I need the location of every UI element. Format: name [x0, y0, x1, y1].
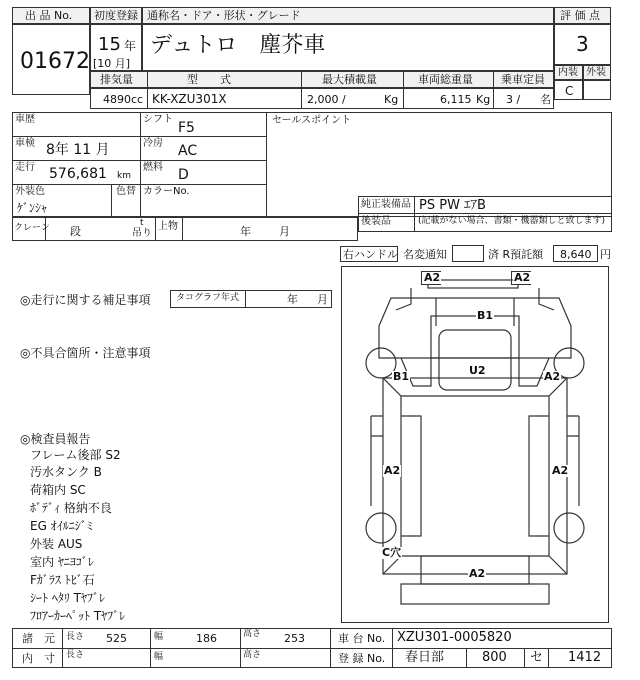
model-value: KK-XZU301X	[152, 92, 227, 106]
mileage-unit: km	[117, 171, 131, 181]
max-load-label: 最大積載量	[322, 73, 377, 86]
mileage-value: 576,681	[49, 166, 107, 182]
capacity-value: 3 /	[506, 93, 521, 106]
recycle-amount: 8,640	[560, 248, 592, 261]
tachograph-label: タコグラフ年式	[176, 293, 240, 303]
crane-ton: t	[140, 218, 144, 228]
crane-label: クレーン	[14, 223, 50, 233]
aircon-value: AC	[178, 143, 198, 159]
gross-weight-unit: Kg	[476, 93, 491, 106]
damage-label-b1-left: B1	[393, 370, 410, 383]
name-label: 通称名・ドア・形状・グレード	[147, 9, 301, 22]
inspector-line-9: ｼｰﾄ ﾍﾀﾘ Tﾔﾌﾞﾚ	[30, 591, 105, 605]
inspection-value: 8年 11 月	[46, 142, 110, 158]
yen-label: 円	[600, 248, 611, 261]
name-change-box	[452, 245, 484, 262]
lot-label: 出 品 No.	[25, 9, 73, 22]
color-change-label: 色替	[116, 186, 136, 197]
recycle-label: 済 R預託額	[488, 248, 544, 261]
sales-point-label: セールスポイント	[272, 115, 352, 126]
reg-area: 春日部	[405, 650, 445, 665]
model-label: 型 式	[187, 73, 231, 86]
tachograph-month: 月	[317, 293, 328, 306]
gross-weight-value: 6,115	[440, 93, 472, 106]
damage-label-a2-right-body: A2	[552, 464, 569, 477]
length-value: 525	[106, 632, 127, 645]
tachograph-year: 年	[287, 293, 298, 306]
inspection-label: 車検	[15, 138, 35, 149]
car-name: デュトロ 塵芥車	[150, 33, 326, 58]
chassis-label: 車 台 No.	[338, 632, 386, 645]
damage-label-a2-rear: A2	[469, 567, 486, 580]
steering-value: 右ハンドル	[343, 248, 398, 261]
lot-number: 01672	[20, 49, 90, 74]
reg-kana: セ	[530, 650, 544, 665]
inspector-line-1: フレーム後部 S2	[30, 448, 121, 462]
exterior-grade-cell	[583, 80, 611, 100]
color-value: ｹﾞﾝｼｬ	[17, 201, 48, 215]
reg-number: 1412	[568, 650, 602, 665]
damage-label-u2-cab: U2	[469, 364, 486, 377]
crane-hook: 吊り	[132, 228, 152, 239]
dims-label: 諸 元	[22, 632, 55, 645]
driving-notes-title: ◎走行に関する補足事項	[20, 293, 151, 307]
interior-label: 内装	[558, 67, 578, 78]
interior-grade: C	[565, 84, 574, 98]
exterior-label: 外装	[586, 67, 606, 78]
shift-label: シフト	[143, 114, 173, 125]
inner-height-label: 高さ	[243, 650, 262, 660]
inspector-title: ◎検査員報告	[20, 432, 91, 446]
damage-label-b1-windshield: B1	[477, 309, 494, 322]
history-label: 車歴	[15, 114, 35, 125]
name-change-label: 名変通知	[403, 248, 447, 261]
max-load-unit: Kg	[384, 93, 399, 106]
color-code-label: カラーNo.	[143, 186, 190, 197]
inspector-line-8: Fｶﾞﾗｽ ﾄﾋﾞ石	[30, 573, 95, 587]
reg-label: 登 録 No.	[338, 652, 386, 665]
capacity-unit: 名	[540, 93, 551, 106]
aftermarket-note: (記載がない場合、書類・機器類しと致します)	[418, 216, 606, 226]
equipment-label: 純正装備品	[361, 199, 411, 210]
crane-row	[12, 217, 358, 241]
first-reg-label: 初度登録	[94, 9, 138, 22]
shift-value: F5	[178, 120, 195, 136]
inspector-line-3: 荷箱内 SC	[30, 483, 86, 497]
equipment-value: PS PW ｴｱB	[419, 198, 486, 213]
gross-weight-label: 車両総重量	[418, 73, 473, 86]
damage-label-c-hole: C穴	[382, 546, 402, 559]
fuel-label: 燃料	[143, 162, 163, 173]
crane-tier: 段	[70, 225, 81, 238]
displacement-value: 4890	[103, 93, 131, 106]
displacement-unit: cc	[131, 93, 144, 106]
inspector-line-10: ﾌﾛｱｰｶｰﾍﾟｯﾄ Tﾔﾌﾞﾚ	[30, 609, 126, 623]
reg-class: 800	[482, 650, 507, 665]
height-value: 253	[284, 632, 305, 645]
upper-month: 月	[279, 225, 290, 238]
grade-score: 3	[576, 32, 589, 56]
first-reg-month: [10 月]	[93, 57, 131, 70]
fuel-value: D	[178, 167, 189, 183]
displacement-label: 排気量	[100, 73, 133, 86]
width-label: 幅	[154, 632, 164, 642]
color-label: 外装色	[15, 186, 45, 197]
damage-label-a2-right-front: A2	[544, 370, 561, 383]
inner-label: 内 寸	[22, 652, 55, 665]
first-reg-year: 15	[98, 34, 121, 55]
height-label: 高さ	[243, 629, 262, 639]
first-reg-year-unit: 年	[124, 39, 137, 53]
capacity-label: 乗車定員	[501, 73, 545, 86]
chassis-value: XZU301-0005820	[397, 630, 512, 645]
inner-length-label: 長さ	[66, 650, 85, 660]
defects-title: ◎不具合箇所・注意事項	[20, 346, 151, 360]
width-value: 186	[196, 632, 217, 645]
aftermarket-label: 後装品	[361, 216, 391, 227]
aircon-label: 冷房	[143, 138, 163, 149]
damage-label-a2-front-right: A2	[514, 271, 531, 284]
inspector-line-5: EG ｵｲﾙﾆｼﾞﾐ	[30, 519, 93, 533]
inspector-line-6: 外装 AUS	[30, 537, 83, 551]
upper-label: 上物	[158, 221, 178, 232]
damage-label-a2-front-left: A2	[424, 271, 441, 284]
inspector-line-2: 汚水タンク B	[30, 465, 102, 479]
mileage-label: 走行	[15, 162, 35, 173]
inner-width-label: 幅	[154, 652, 164, 662]
inspector-line-7: 室内 ﾔﾆﾖｺﾞﾚ	[30, 555, 94, 569]
inspector-line-4: ﾎﾞﾃﾞｨ 格納不良	[30, 501, 112, 515]
length-label: 長さ	[66, 632, 85, 642]
upper-year: 年	[240, 225, 251, 238]
grade-label: 評 価 点	[560, 9, 600, 22]
max-load-value: 2,000 /	[307, 93, 346, 106]
damage-label-a2-left-body: A2	[384, 464, 401, 477]
